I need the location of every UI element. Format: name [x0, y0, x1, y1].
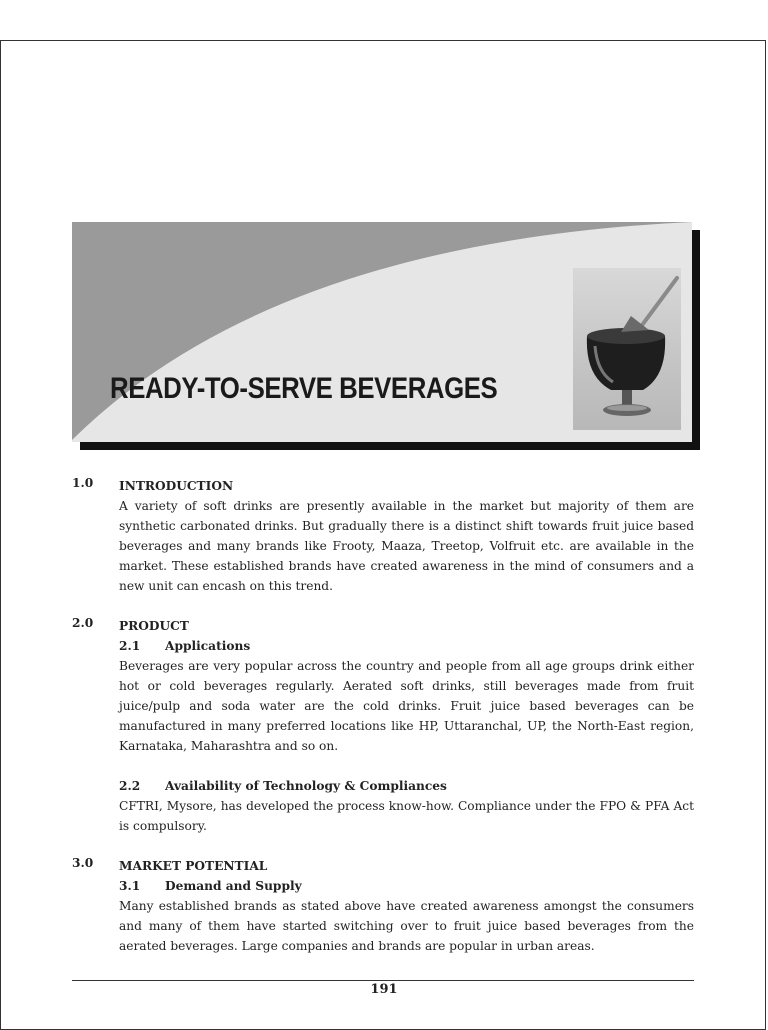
section-heading: PRODUCT: [119, 619, 189, 633]
section-market-potential: [72, 856, 694, 956]
paragraph: Many established brands as stated above have created awareness amongst the consumers and many of them have started switching over to fruit juice based beverages from the aerated beverages. Large companies and brands are popular in urban areas.: [119, 899, 694, 953]
section-heading: INTRODUCTION: [119, 479, 234, 493]
paragraph: CFTRI, Mysore, has developed the process know-how. Compliance under the FPO & PFA Act is compulsory.: [119, 799, 694, 833]
beverage-glass-photo: [573, 268, 681, 430]
chapter-title: READY-TO-SERVE BEVERAGES: [110, 372, 498, 405]
subsection-number: 2.1: [119, 639, 141, 653]
page-number: 191: [370, 982, 398, 997]
section-heading: MARKET POTENTIAL: [119, 859, 268, 873]
footer-rule: [72, 980, 694, 981]
section-number: 3.0: [72, 856, 94, 870]
subsection-number: 2.2: [119, 779, 141, 793]
subsection-heading: [119, 636, 694, 656]
glass-icon: [573, 268, 681, 430]
subsection-number: 3.1: [119, 879, 141, 893]
section-product: [72, 616, 694, 836]
subsection-title: Demand and Supply: [165, 879, 302, 893]
paragraph: A variety of soft drinks are presently available in the market but majority of them are synthetic carbonated drinks. But gradually there is a distinct shift towards fruit juice based beverages and many brands like Frooty, Maaza, Treetop, Volfruit etc. are available in the market. These established brands have created awareness in the mind of consumers and a new unit can encash on this trend.: [119, 499, 694, 593]
section-introduction: [72, 476, 694, 596]
banner-panel: [72, 222, 692, 442]
section-number: 1.0: [72, 476, 94, 490]
subsection-title: Availability of Technology & Compliances: [165, 779, 447, 793]
document-body: [72, 476, 694, 956]
chapter-banner: [72, 222, 700, 450]
paragraph: Beverages are very popular across the country and people from all age groups drink either hot or cold beverages regularly. Aerated soft drinks, still beverages made from fruit juice/pulp and soda water are the cold drinks. Fruit juice based beverages can be manufactured in many preferred locations like HP, Uttaranchal, UP, the North-East region, Karnataka, Maharashtra and so on.: [119, 659, 694, 753]
section-number: 2.0: [72, 616, 94, 630]
subsection-heading: [119, 776, 694, 796]
subsection-heading: [119, 876, 694, 896]
subsection-title: Applications: [165, 639, 251, 653]
